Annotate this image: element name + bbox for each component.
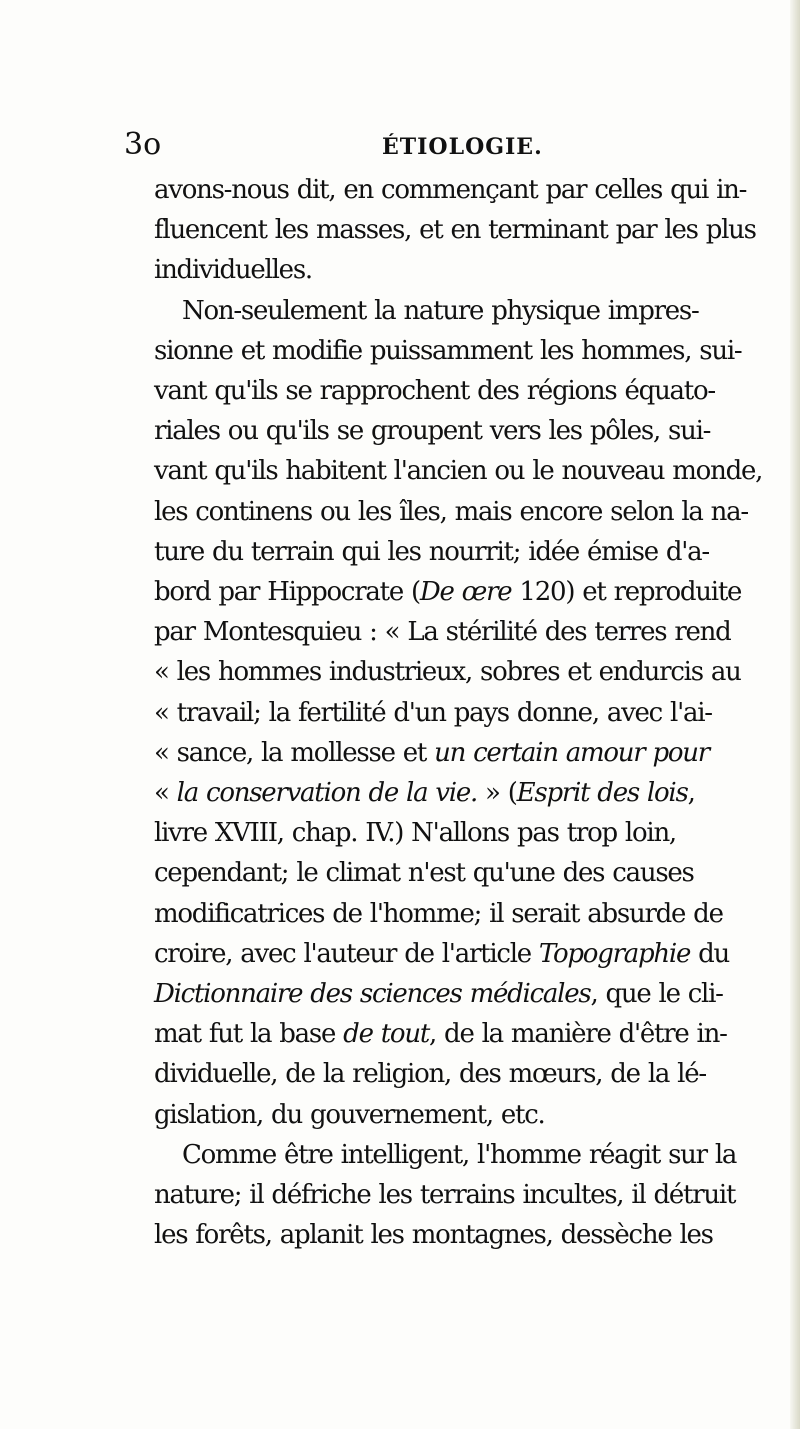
italic-text: Esprit des lois [516,778,688,809]
text-segment: vant qu'ils habitent l'ancien ou le nouveau monde, [154,456,763,487]
text-segment: « sance, la mollesse et [154,737,435,768]
text-segment: cependant; le climat n'est qu'une des causes [154,858,694,889]
italic-text: la conservation de la vie. [176,778,478,809]
italic-text: Topographie [538,938,691,969]
italic-text: Dictionnaire des sciences médicales [154,979,591,1010]
text-segment: bord par Hippocrate ( [154,577,420,608]
text-segment: nature; il défriche les terrains incultes, il détruit [154,1180,736,1211]
text-line [154,532,794,572]
text-line [154,853,794,893]
text-segment: « [154,778,177,809]
text-line [154,1014,794,1054]
text-line [154,210,794,250]
text-segment: fluencent les masses, et en terminant par les plus [154,215,756,246]
text-line [154,813,794,853]
text-segment: individuelles. [154,255,312,286]
text-segment: avons-nous dit, en commençant par celles qui in- [154,175,747,205]
text-segment: modificatrices de l'homme; il serait absurde de [154,898,723,929]
text-segment: , que le cli- [590,979,723,1010]
text-line [154,652,794,692]
italic-text: de tout [343,1019,430,1050]
running-head: ÉTIOLOGIE. [382,134,543,160]
text-line [154,693,794,733]
text-line [154,1215,794,1255]
text-line [154,250,794,290]
text-line [154,612,794,652]
text-segment: croire, avec l'auteur de l'article [154,938,539,969]
text-segment: les continens ou les îles, mais encore selon la na- [154,496,748,527]
text-segment: Comme être intelligent, l'homme réagit sur la [182,1139,737,1170]
text-segment: ture du terrain qui les nourrit; idée émise d'a- [154,536,709,567]
page-number: 3o [124,127,162,162]
text-line [154,170,794,210]
text-segment: par Montesquieu : « La stérilité des terres rend [154,617,731,648]
text-line [154,291,794,331]
text-segment: » ( [477,778,517,809]
text-line [154,894,794,934]
italic-text: un certain amour pour [434,737,709,768]
text-line [154,1175,794,1215]
text-line [154,1135,794,1175]
text-segment: riales ou qu'ils se groupent vers les pôles, sui- [154,416,711,447]
text-segment: dividuelle, de la religion, des mœurs, de la lé- [154,1059,706,1090]
text-segment: , de la manière d'être in- [429,1019,727,1050]
text-segment: Non-seulement la nature physique impres- [182,295,699,326]
text-segment: sionne et modifie puissamment les hommes, sui- [154,335,742,366]
text-segment: mat fut la base [154,1019,344,1050]
text-line [154,934,794,974]
text-segment: livre XVIII, chap. IV.) N'allons pas trop loin, [154,818,676,849]
text-segment: du [690,938,730,969]
page-header [124,128,684,168]
text-segment: vant qu'ils se rapprochent des régions équato- [154,376,715,407]
text-line [154,974,794,1014]
text-line [154,492,794,532]
text-line [154,371,794,411]
text-line [154,1054,794,1094]
text-segment: les forêts, aplanit les montagnes, dessèche les [154,1220,713,1251]
text-line [154,572,794,612]
text-line [154,1095,794,1135]
text-segment: « les hommes industrieux, sobres et endurcis au [154,657,741,688]
text-line [154,451,794,491]
text-segment: , [687,778,695,809]
text-segment: « travail; la fertilité d'un pays donne, avec l'ai- [154,697,712,728]
italic-text: De œre [419,577,512,608]
text-segment: gislation, du gouvernement, etc. [154,1099,545,1130]
text-line [154,411,794,451]
text-line [154,733,794,773]
text-line [154,331,794,371]
body-text [154,170,794,1255]
text-segment: 120) et reproduite [511,577,742,608]
text-line [154,773,794,813]
